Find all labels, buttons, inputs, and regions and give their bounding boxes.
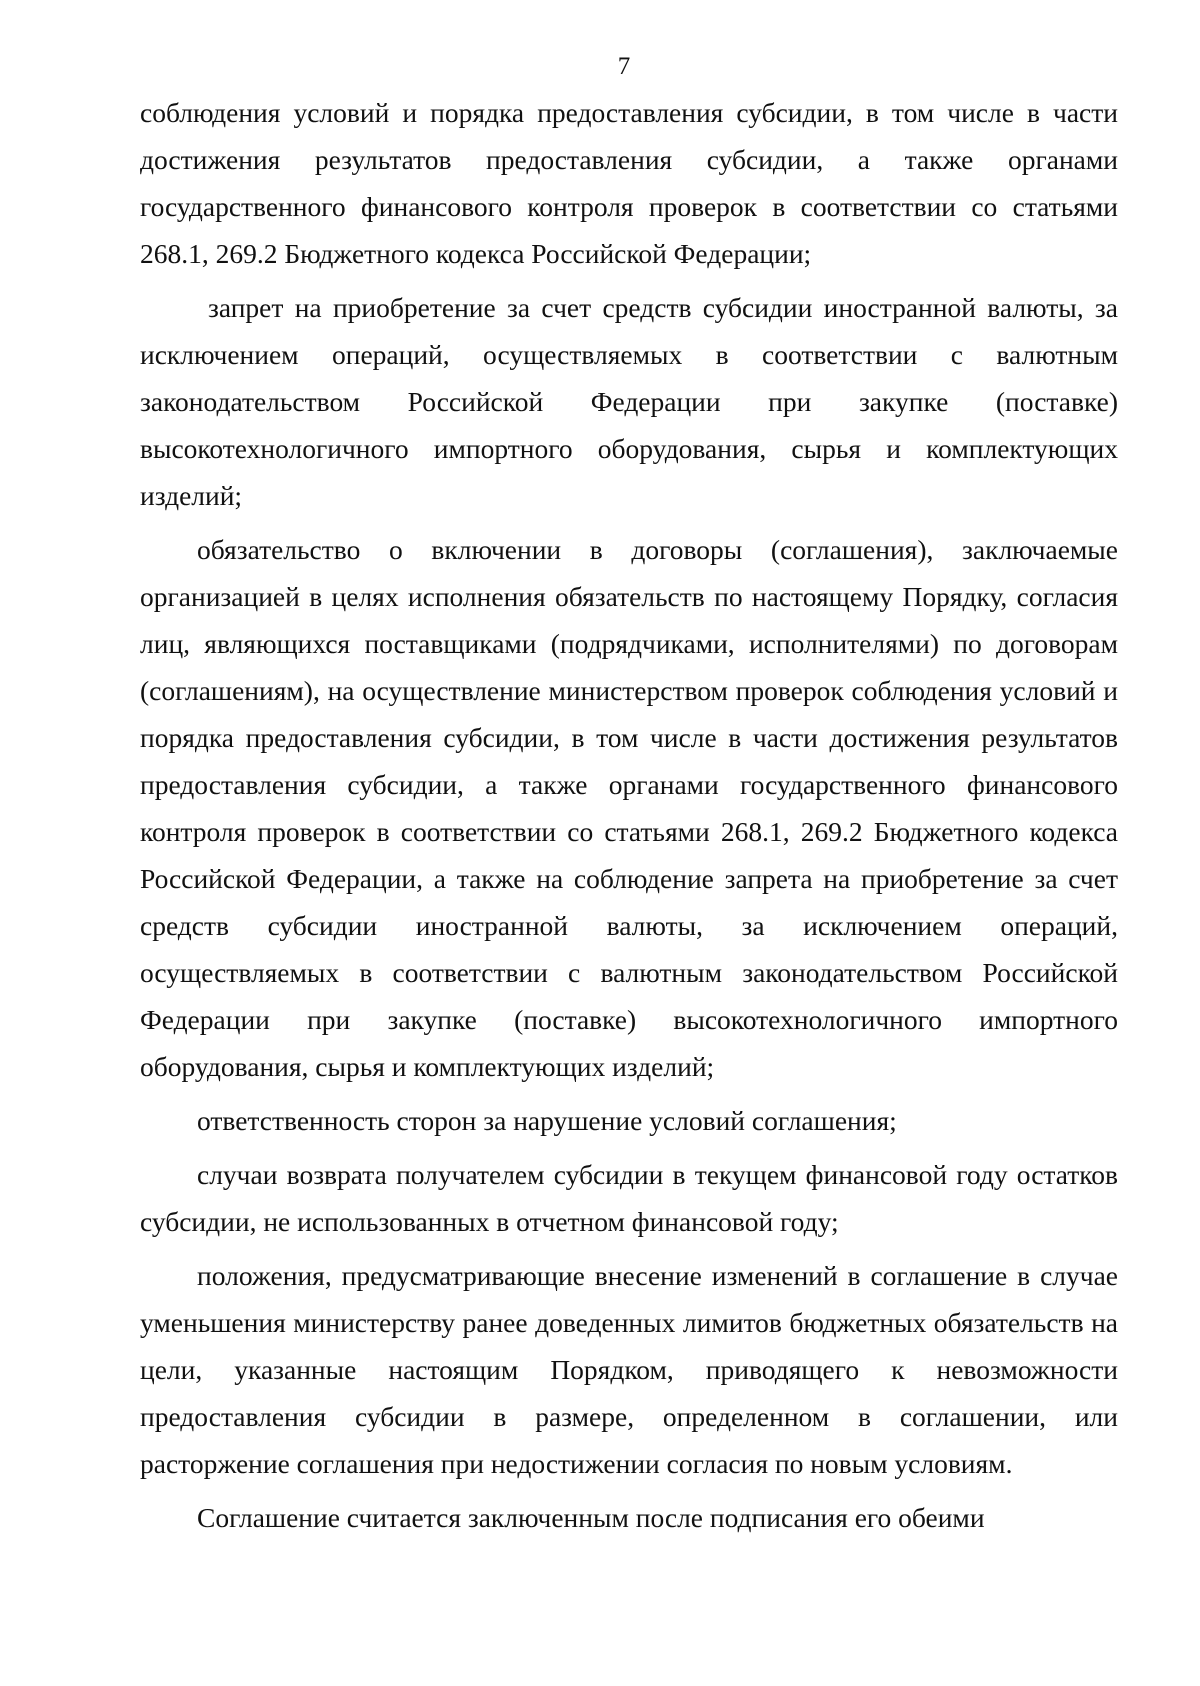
document-body: [140, 89, 1118, 1541]
paragraph-refund-cases: случаи возврата получателем субсидии в текущем финансовой году остатков субсидии, не использованных в отчетном финансовой году;: [140, 1159, 1118, 1237]
page-number: 7: [617, 53, 631, 80]
paragraph-verification-continuation: соблюдения условий и порядка предоставления субсидии, в том числе в части достижения результатов предоставления субсидии, а также органами государственного финансового контроля проверок в соответствии со статьями 268.1, 269.2 Бюджетного кодекса Российской Федерации;: [140, 97, 1118, 269]
paragraph-liability: ответственность сторон за нарушение условий соглашения;: [197, 1105, 897, 1136]
paragraph-contractor-consent: обязательство о включении в договоры (соглашения), заключаемые организацией в целях исполнения обязательств по настоящему Порядку, согласия лиц, являющихся поставщиками (подрядчиками, исполнителями) по договорам (соглашениям), на осуществление министерством проверок соблюдения условий и порядка предоставления субсидии, в том числе в части достижения результатов предоставления субсидии, а также органами государственного финансового контроля проверок в соответствии со статьями 268.1, 269.2 Бюджетного кодекса Российской Федерации, а также на соблюдение запрета на приобретение за счет средств субсидии иностранной валюты, за исключением операций, осуществляемых в соответствии с валютным законодательством Российской Федерации при закупке (поставке) высокотехнологичного импортного оборудования, сырья и комплектующих изделий;: [140, 534, 1118, 1082]
paragraph-agreement-concluded: Соглашение считается заключенным после подписания его обеими: [197, 1502, 985, 1533]
paragraph-amendment-provisions: положения, предусматривающие внесение изменений в соглашение в случае уменьшения министерству ранее доведенных лимитов бюджетных обязательств на цели, указанные настоящим Порядком, приводящего к невозможности предоставления субсидии в размере, определенном в соглашении, или расторжение соглашения при недостижении согласия по новым условиям.: [140, 1260, 1118, 1479]
paragraph-currency-ban: запрет на приобретение за счет средств субсидии иностранной валюты, за исключением операций, осуществляемых в соответствии с валютным законодательством Российской Федерации при закупке (поставке) высокотехнологичного импортного оборудования, сырья и комплектующих изделий;: [140, 292, 1118, 511]
